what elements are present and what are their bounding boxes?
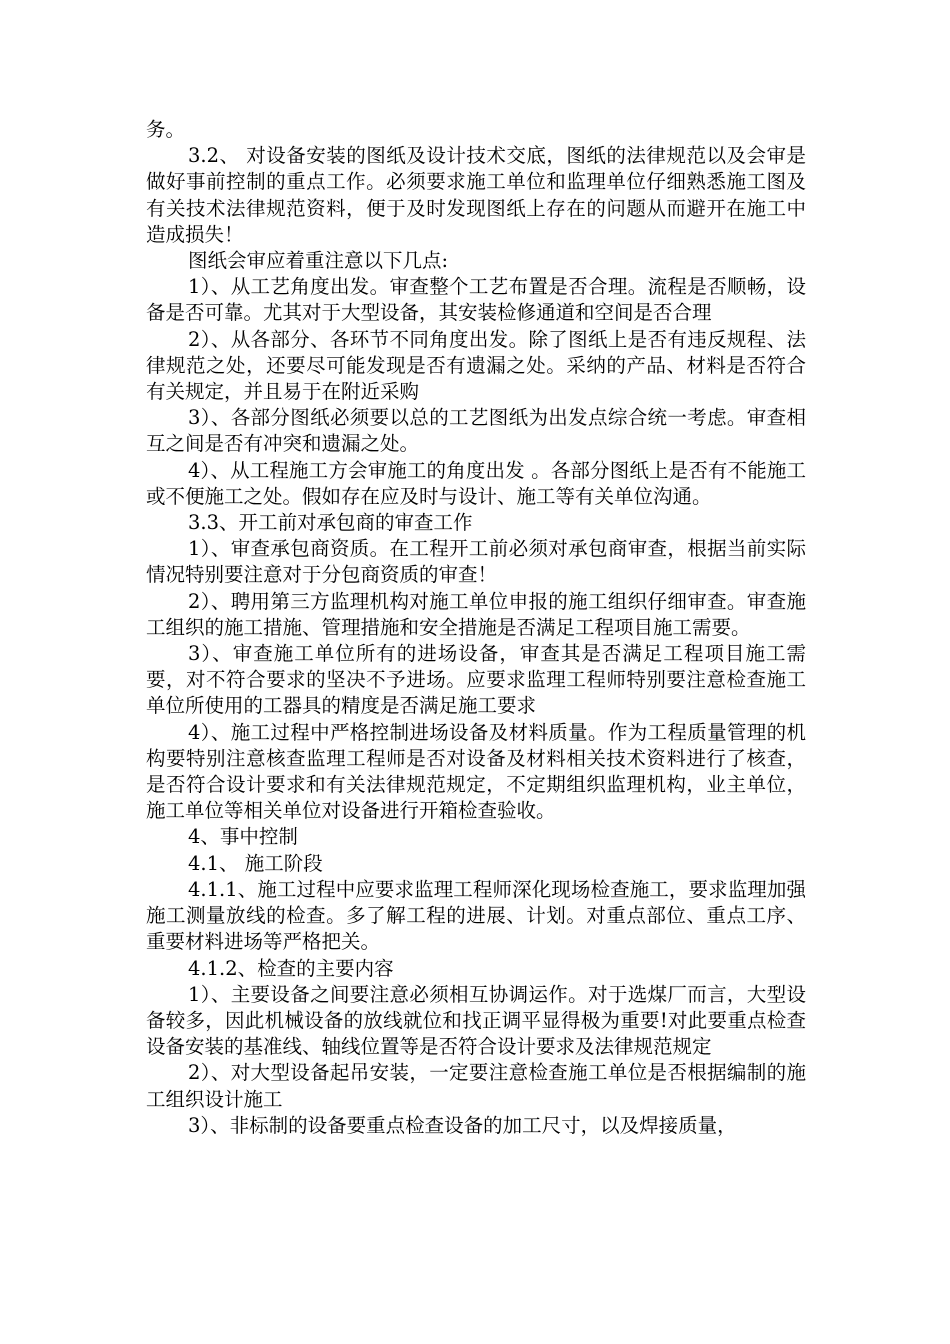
section-heading: 4.1.2、检查的主要内容 [188,956,394,980]
section-heading: 3.3、开工前对承包商的审查工作 [188,511,473,535]
paragraph: 2）、对大型设备起吊安装，一定要注意检查施工单位是否根据编制的施工组织设计施工 [146,1061,806,1111]
document-body [146,117,806,1139]
paragraph: 3）、非标制的设备要重点检查设备的加工尺寸，以及焊接质量， [188,1113,737,1137]
paragraph: 1）、从工艺角度出发。审查整个工艺布置是否合理。流程是否顺畅，设备是否可靠。尤其对于大型设备，其安装检修通道和空间是否合理 [146,275,806,325]
paragraph: 4.1.1、施工过程中应要求监理工程师深化现场检查施工，要求监理加强施工测量放线的检查。多了解工程的进展、计划。对重点部位、重点工序、重要材料进场等严格把关。 [146,877,806,954]
paragraph: 2）、聘用第三方监理机构对施工单位申报的施工组织仔细审查。审查施工组织的施工措施、管理措施和安全措施是否满足工程项目施工需要。 [146,589,806,639]
section-heading: 4.1、 施工阶段 [188,851,323,875]
paragraph: 务。 [146,118,186,141]
paragraph: 2）、从各部分、各环节不同角度出发。除了图纸上是否有违反规程、法律规范之处，还要尽可能发现是否有遗漏之处。采纳的产品、材料是否符合有关规定，并且易于在附近采购 [146,327,806,404]
paragraph: 3）、各部分图纸必须要以总的工艺图纸为出发点综合统一考虑。审查相互之间是否有冲突和遗漏之处。 [146,406,806,456]
paragraph: 4）、从工程施工方会审施工的角度出发 。各部分图纸上是否有不能施工或不便施工之处。假如存在应及时与设计、施工等有关单位沟通。 [146,458,806,508]
paragraph: 1）、审查承包商资质。在工程开工前必须对承包商审查，根据当前实际情况特别要注意对于分包商资质的审查！ [146,537,806,587]
paragraph: 4）、施工过程中严格控制进场设备及材料质量。作为工程质量管理的机构要特别注意核查监理工程师是否对设备及材料相关技术资料进行了核查，是否符合设计要求和有关法律规范规定，不定期组织监理机构，业主单位，施工单位等相关单位对设备进行开箱检查验收。 [146,720,806,823]
paragraph: 3.2、 对设备安装的图纸及设计技术交底，图纸的法律规范以及会审是做好事前控制的重点工作。必须要求施工单位和监理单位仔细熟悉施工图及有关技术法律规范资料，便于及时发现图纸上存在的问题从而避开在施工中造成损失！ [146,144,806,246]
paragraph: 图纸会审应着重注意以下几点: [188,249,449,273]
paragraph: 3）、审查施工单位所有的进场设备，审查其是否满足工程项目施工需要，对不符合要求的坚决不予进场。应要求监理工程师特别要注意检查施工单位所使用的工器具的精度是否满足施工要求 [146,642,806,718]
section-heading: 4、事中控制 [188,825,298,849]
paragraph: 1）、主要设备之间要注意必须相互协调运作。对于选煤厂而言，大型设备较多，因此机械设备的放线就位和找正调平显得极为重要!对此要重点检查设备安装的基准线、轴线位置等是否符合设计要求及法律规范规定 [146,982,806,1059]
